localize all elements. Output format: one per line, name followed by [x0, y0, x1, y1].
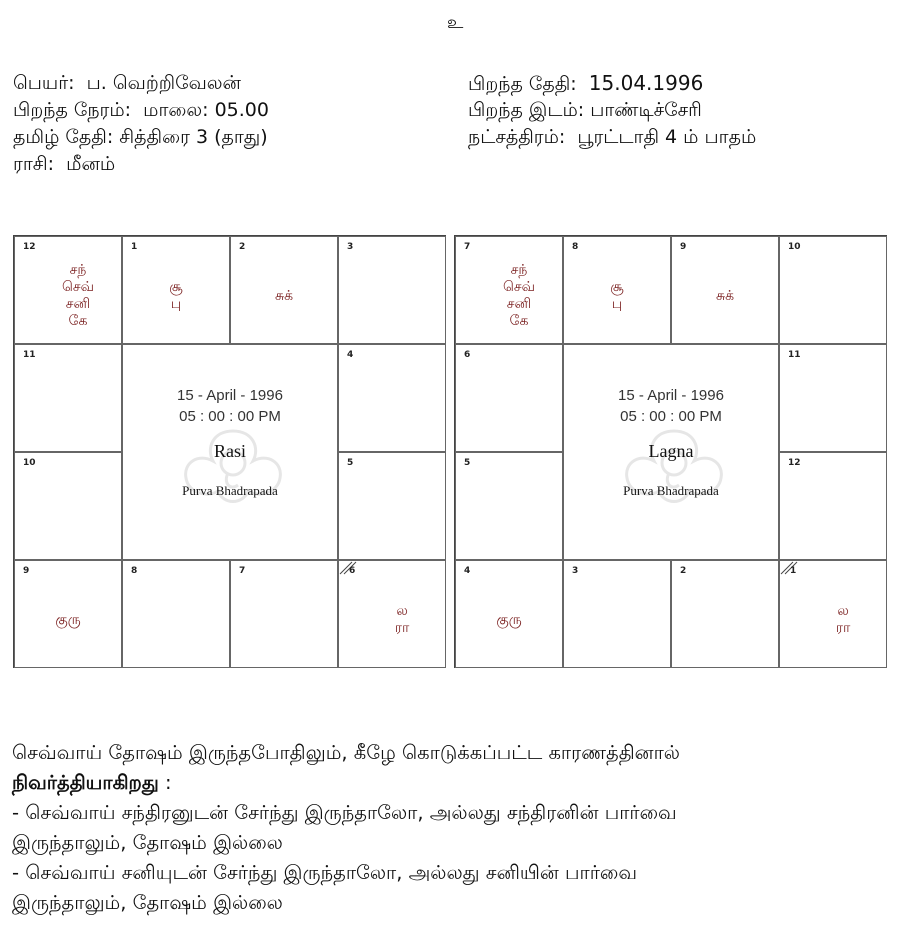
house-number: 4	[464, 566, 471, 576]
detail-row	[468, 97, 756, 124]
house-number: 9	[680, 242, 687, 252]
ganesha-watermark-icon	[168, 423, 298, 513]
detail-value: 15.04.1996	[588, 71, 704, 95]
planet: ல	[837, 603, 849, 619]
house-cell	[563, 236, 671, 344]
planet-list	[15, 579, 121, 661]
chart-center	[122, 344, 338, 560]
dosham-line	[12, 768, 892, 798]
planet: சனி	[65, 296, 91, 312]
dosham-conclusion: நிவர்த்தியாகிறது	[12, 771, 159, 794]
house-number: 2	[239, 242, 246, 252]
house-number: 10	[788, 242, 801, 252]
planet: குரு	[496, 611, 522, 628]
detail-value: பாண்டிச்சேரி	[590, 99, 702, 121]
planet: சூ	[610, 279, 624, 295]
house-number: 3	[347, 242, 354, 252]
house-cell	[230, 236, 338, 344]
planet: ல	[396, 603, 408, 619]
planet: பு	[611, 296, 623, 312]
house-cell	[779, 344, 887, 452]
detail-value: மாலை: 05.00	[143, 99, 269, 121]
dosham-colon: :	[158, 771, 172, 794]
dosham-note	[12, 738, 892, 918]
house-cell	[338, 344, 446, 452]
house-cell	[14, 452, 122, 560]
planet-list	[15, 255, 121, 337]
dosham-reason: இருந்தாலும், தோஷம் இல்லை	[12, 891, 283, 914]
planet-list	[231, 255, 337, 337]
planet-list	[564, 255, 670, 337]
house-number: 8	[131, 566, 138, 576]
house-cell	[779, 452, 887, 560]
house-number: 8	[572, 242, 579, 252]
planet-list	[339, 579, 445, 661]
house-number: 4	[347, 350, 354, 360]
pillaiyar-suzhi: உ	[447, 12, 464, 33]
house-cell	[338, 560, 446, 668]
detail-value: பூரட்டாதி 4 ம் பாதம்	[577, 126, 757, 148]
chart-time: 05 : 00 : 00 PM	[179, 408, 281, 425]
planet-list	[456, 255, 562, 337]
planet: சுக்	[715, 287, 735, 304]
detail-label: நட்சத்திரம்:	[468, 126, 566, 148]
detail-row	[468, 70, 756, 97]
planet: சுக்	[274, 287, 294, 304]
chart-name: Lagna	[648, 441, 694, 461]
detail-row	[13, 124, 269, 151]
planet-list	[780, 579, 886, 661]
planet: பு	[170, 296, 182, 312]
chart-star: Purva Bhadrapada	[182, 483, 278, 498]
birth-details-right	[468, 70, 756, 151]
planet: சனி	[506, 296, 532, 312]
house-cell	[455, 560, 563, 668]
planet: சந்	[510, 262, 528, 278]
house-number: 1	[131, 242, 138, 252]
planet-list	[456, 579, 562, 661]
planet: கே	[509, 313, 529, 329]
dosham-reason: இருந்தாலும், தோஷம் இல்லை	[12, 831, 283, 854]
detail-label: பிறந்த தேதி:	[468, 73, 577, 95]
chart-time: 05 : 00 : 00 PM	[620, 408, 722, 425]
house-cell	[122, 236, 230, 344]
detail-row	[13, 70, 269, 97]
house-cell	[671, 236, 779, 344]
dosham-reason: - செவ்வாய் சந்திரனுடன் சேர்ந்து இருந்தாலோ, அல்லது சந்திரனின் பார்வை	[12, 801, 677, 824]
house-number: 9	[23, 566, 30, 576]
house-number: 1	[790, 566, 797, 576]
detail-label: பிறந்த இடம்:	[468, 99, 585, 121]
house-cell	[671, 560, 779, 668]
chart-center	[563, 344, 779, 560]
house-cell	[338, 452, 446, 560]
detail-value: சித்திரை 3 (தாது)	[119, 126, 268, 148]
planet: ரா	[394, 620, 410, 636]
house-number: 6	[464, 350, 471, 360]
house-cell	[14, 560, 122, 668]
house-cell	[455, 236, 563, 344]
detail-label: பெயர்:	[13, 72, 75, 94]
house-cell	[338, 236, 446, 344]
house-number: 11	[788, 350, 801, 360]
planet: செவ்	[502, 279, 536, 295]
house-cell	[779, 236, 887, 344]
house-cell	[455, 344, 563, 452]
house-cell	[455, 452, 563, 560]
detail-row	[13, 97, 269, 124]
planet: சூ	[169, 279, 183, 295]
planet: செவ்	[61, 279, 95, 295]
house-number: 3	[572, 566, 579, 576]
house-number: 12	[788, 458, 801, 468]
detail-row	[13, 151, 269, 178]
planet: கே	[68, 313, 88, 329]
house-cell	[122, 560, 230, 668]
house-number: 12	[23, 242, 36, 252]
dosham-reason: - செவ்வாய் சனியுடன் சேர்ந்து இருந்தாலோ, அல்லது சனியின் பார்வை	[12, 861, 638, 884]
house-number: 2	[680, 566, 687, 576]
house-cell	[230, 560, 338, 668]
house-number: 6	[349, 566, 356, 576]
house-number: 10	[23, 458, 36, 468]
planet-list	[123, 255, 229, 337]
lagna-chart	[454, 235, 887, 668]
house-number: 5	[464, 458, 471, 468]
chart-date: 15 - April - 1996	[618, 387, 724, 404]
planet: ரா	[835, 620, 851, 636]
detail-row	[468, 124, 756, 151]
dosham-line: செவ்வாய் தோஷம் இருந்தபோதிலும், கீழே கொடுக்கப்பட்ட காரணத்தினால்	[12, 741, 680, 764]
rasi-chart	[13, 235, 446, 668]
house-cell	[14, 236, 122, 344]
birth-datetime	[564, 385, 778, 427]
house-cell	[563, 560, 671, 668]
house-cell	[779, 560, 887, 668]
house-cell	[14, 344, 122, 452]
planet: சந்	[69, 262, 87, 278]
birth-details-left	[13, 70, 269, 178]
chart-name: Rasi	[213, 441, 246, 461]
detail-label: தமிழ் தேதி:	[13, 126, 114, 148]
detail-value: மீனம்	[66, 153, 116, 175]
chart-date: 15 - April - 1996	[177, 387, 283, 404]
house-number: 7	[239, 566, 246, 576]
house-number: 5	[347, 458, 354, 468]
birth-datetime	[123, 385, 337, 427]
planet-list	[672, 255, 778, 337]
chart-star: Purva Bhadrapada	[623, 483, 719, 498]
detail-value: ப. வெற்றிவேலன்	[86, 72, 241, 94]
detail-label: பிறந்த நேரம்:	[13, 99, 132, 121]
detail-label: ராசி:	[13, 153, 55, 175]
ganesha-watermark-icon	[609, 423, 739, 513]
planet: குரு	[55, 611, 81, 628]
house-number: 7	[464, 242, 471, 252]
house-number: 11	[23, 350, 36, 360]
